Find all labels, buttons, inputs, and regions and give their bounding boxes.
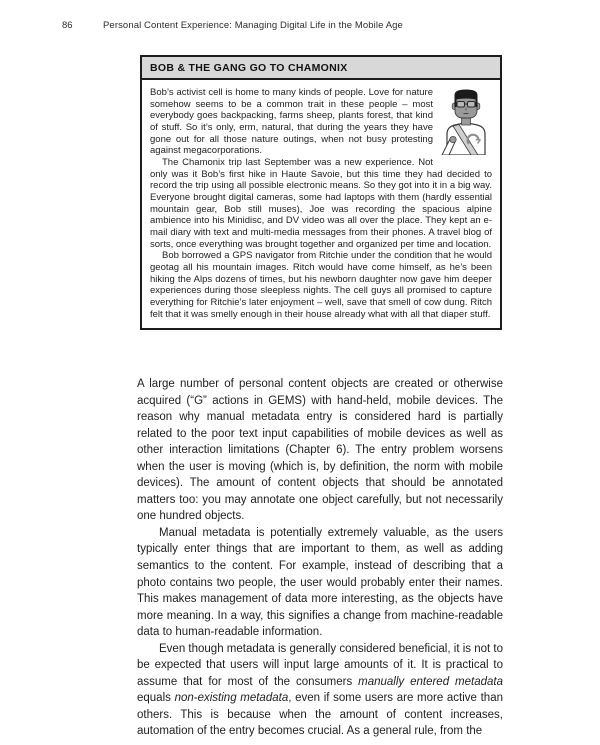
main-text-column: [137, 376, 503, 740]
body-paragraph-1: A large number of personal content objects are created or otherwise acquired (“G” actions in GEMS) with hand-held, mobile devices. The reason why manual metadata entry is considered hard is partially related to the poor text input capabilities of mobile devices as well as other interaction limitations (Chapter 6). The entry problem worsens when the user is moving (which is, by definition, the norm with mobile devices). The amount of content objects that should be annotated matters too: you may annotate one object carefully, but not necessarily one hundred objects.: [137, 378, 503, 523]
callout-paragraph-1: Bob’s activist cell is home to many kinds of people. Love for nature somehow seems to be a common trait in these people – most everybody goes backpacking, farms sheep, plants forest, that kind of stuff. So it’s only, erm, natural, that during the years they have gone out for all those nature outings, when not busy protesting against megacorporations.: [150, 87, 433, 157]
bob-character-illustration: [440, 87, 492, 155]
bob-character-drawing: [440, 87, 492, 155]
page-header: [62, 20, 540, 31]
body-text-segment: equals: [137, 692, 175, 705]
callout-paragraph-3: Bob borrowed a GPS navigator from Ritchie under the condition that he would geotag all his mountain images. Ritch would have come himself, as he’s been hiking the Alps dozens of times, but his newborn daughter now gave him deeper experiences during those sleepless nights. The cell guys all promised to capture everything for Ritchie’s later enjoyment – well, save that smell of cow dung. Ritch felt that it was smelly enough in their house already what with all that diaper stuff.: [150, 250, 492, 320]
callout-body: [142, 80, 500, 328]
italic-term-non-existing: non-existing metadata: [174, 692, 289, 705]
page-number: 86: [62, 20, 73, 31]
body-text-segment: Even though metadata is generally considered beneficial, it is not to be expected that users will input large amounts of it. It is practical to assume that for most of the consumers: [137, 642, 503, 688]
callout-box: [140, 55, 502, 330]
italic-term-manually-entered: manually entered metadata: [358, 675, 503, 688]
running-title: Personal Content Experience: Managing Digital Life in the Mobile Age: [103, 20, 403, 31]
body-paragraph-2: Manual metadata is potentially extremely valuable, as the users typically enter things that are important to them, as well as adding semantics to the content. For example, instead of describing that a photo contains two people, the user would probably enter their names. This makes management of data more interesting, as the objects have more meaning. In a way, this signifies a change from machine-readable data to human-readable information.: [137, 526, 503, 639]
callout-title: BOB & THE GANG GO TO CHAMONIX: [142, 57, 500, 80]
body-text-segment: , even if some users are more active than others. This is because when the amount of content increases, automation of the entry becomes crucial. As a general rule, from the: [137, 692, 503, 738]
callout-paragraph-2: The Chamonix trip last September was a new experience. Not only was it Bob’s first hike in Haute Savoie, but this time they had decided to record the trip using all possible electronic means. So they got into it in a big way. Everyone brought digital cameras, some had laptops with them (hardly essential mountain gear, Bob still muses), Joe was recording the spacious alpine ambience into his Minidisc, and DV video was all over the place. They kept an e-mail diary with text and multi-media messages from their phones. A travel blog of sorts, once everything was brought together and organized per time and location.: [150, 157, 492, 250]
body-paragraph-3: [137, 641, 503, 740]
